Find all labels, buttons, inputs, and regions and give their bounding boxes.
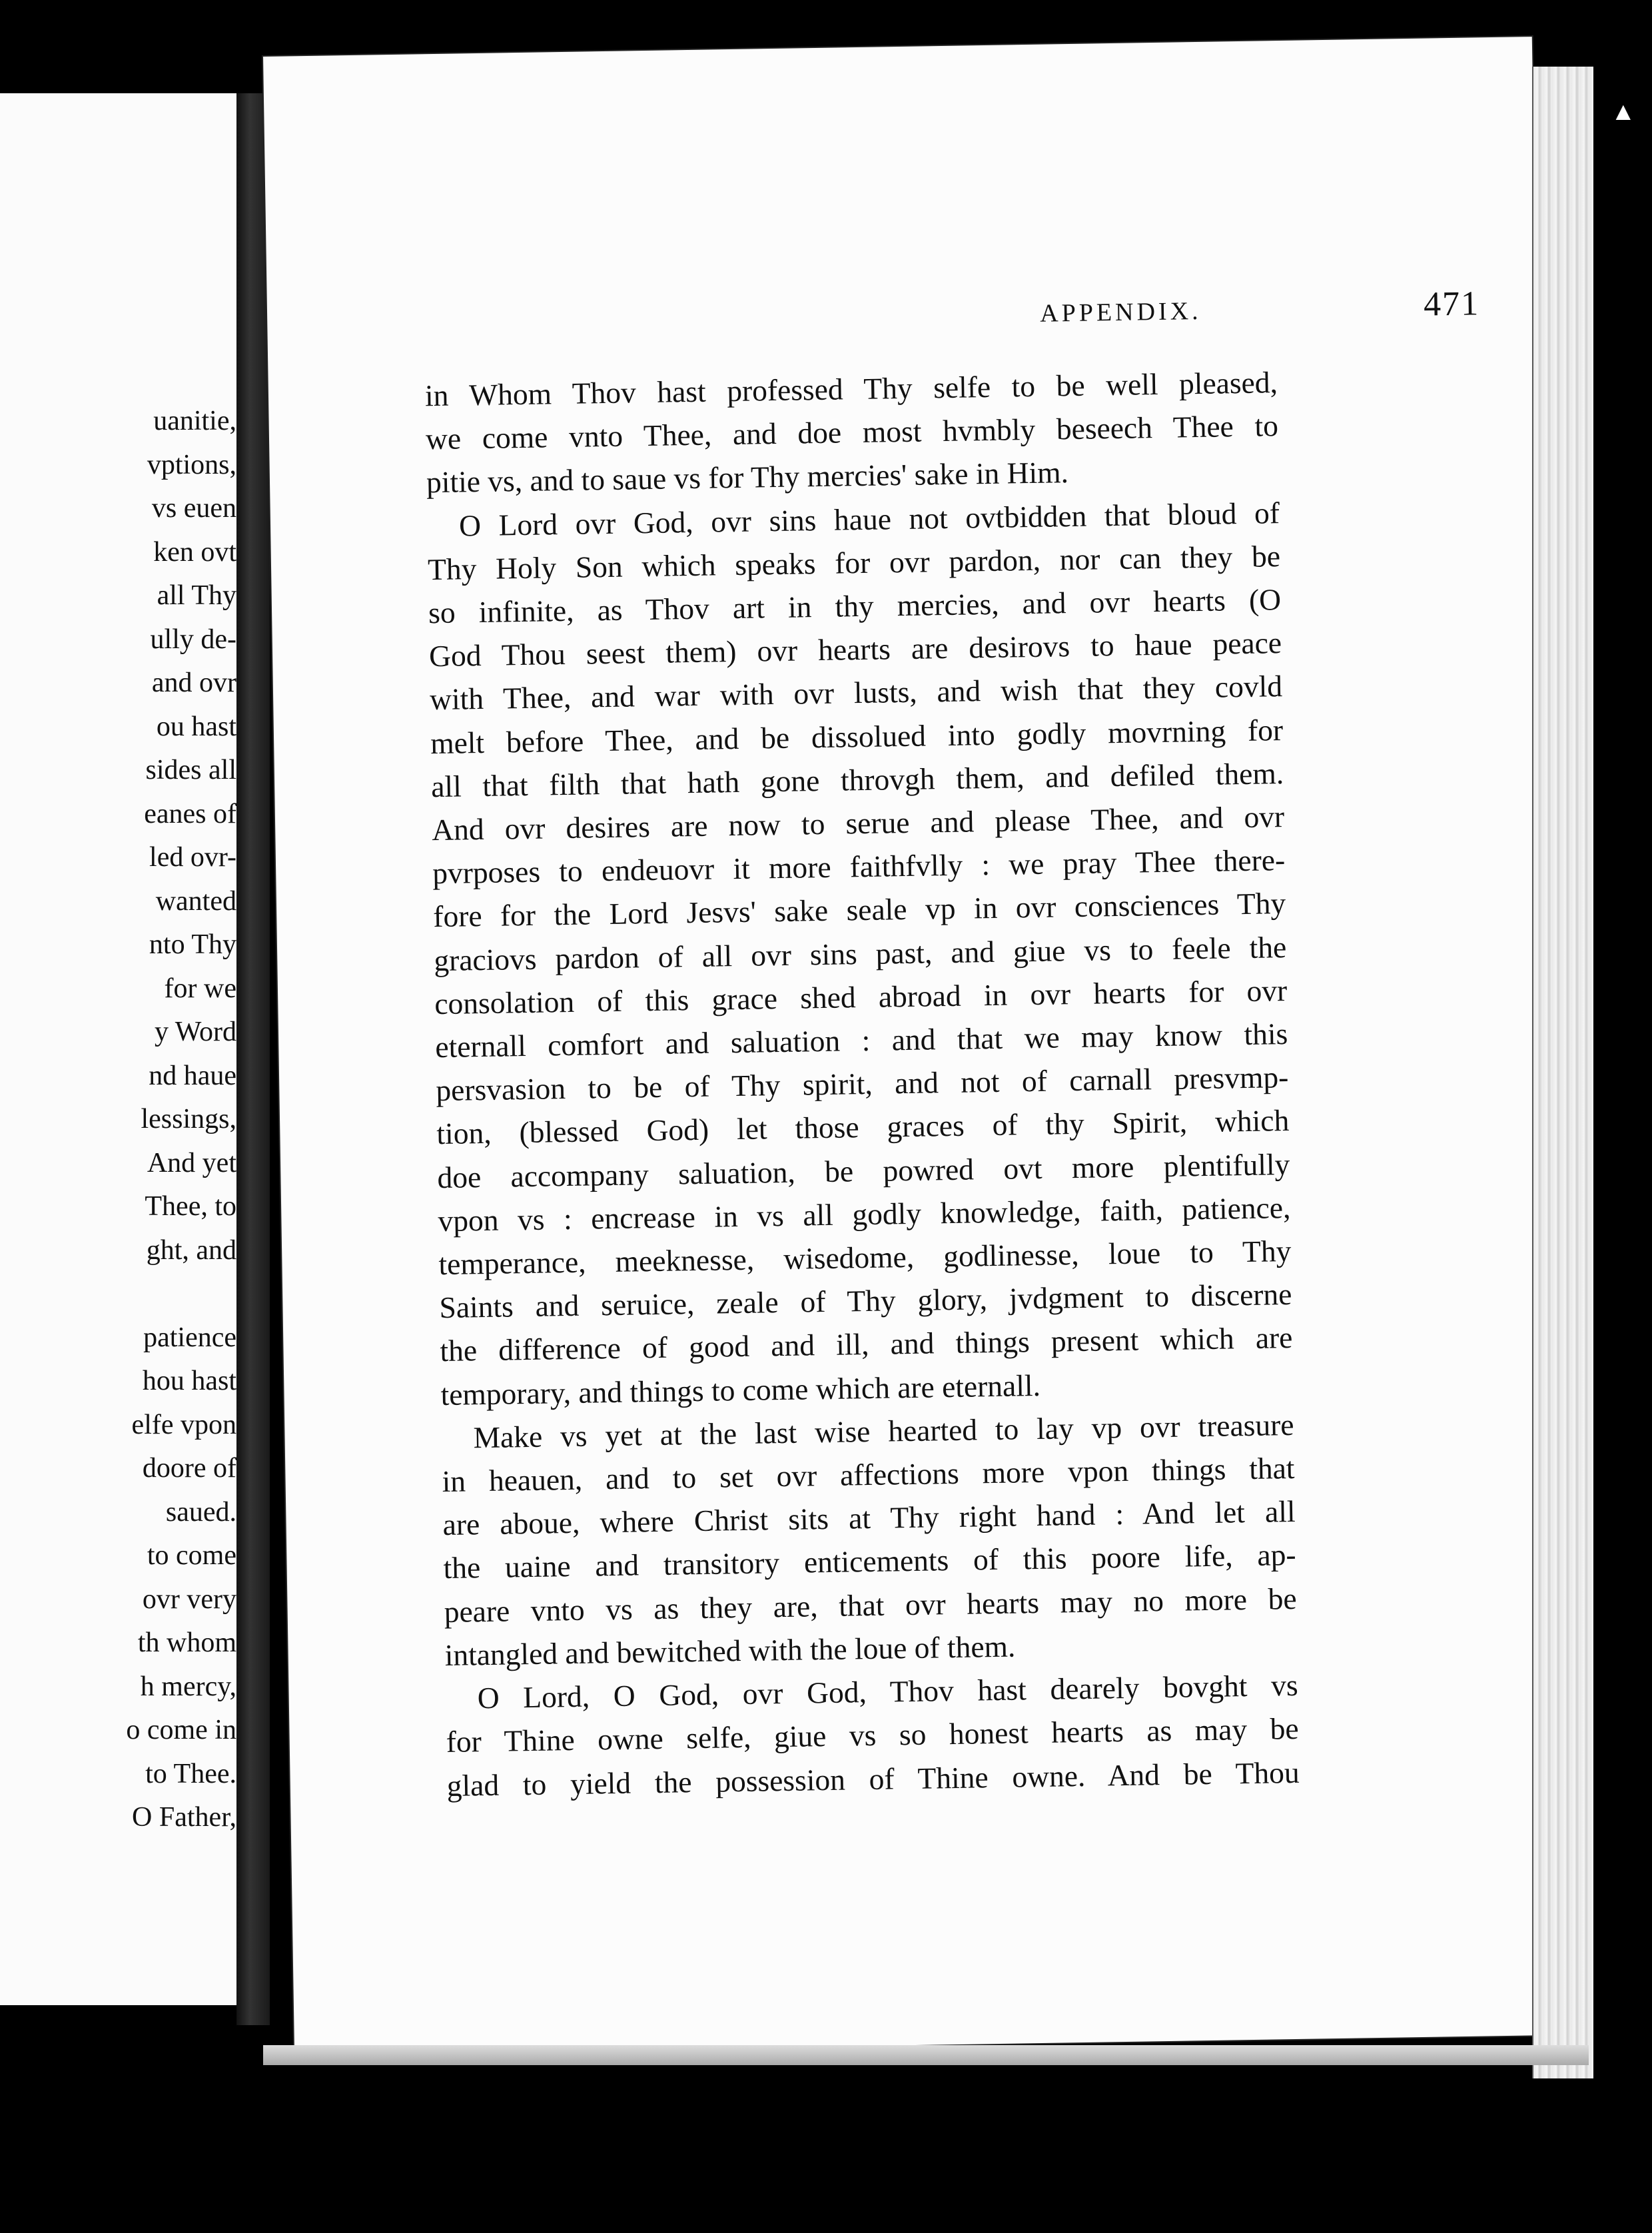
- text-line: persvasion to be of Thy spirit, and not of carnall presvmp-: [436, 1060, 1289, 1108]
- text-line: glad to yield the possession of Thine owne. And be Thou: [446, 1755, 1300, 1803]
- text-line: Thy Holy Son which speaks for ovr pardon, nor can they be: [427, 538, 1281, 587]
- text-line: we come vnto Thee, and doe most hvmbly beseech Thee to: [425, 408, 1279, 456]
- text-line: O Lord, O God, ovr God, Thov hast dearely bovght vs: [477, 1667, 1298, 1715]
- left-line: ght, and: [146, 1234, 236, 1266]
- text-line: consolation of this grace shed abroad in ovr hearts for ovr: [434, 973, 1288, 1021]
- left-line: eanes of: [144, 798, 236, 829]
- text-line: the difference of good and ill, and things present which are: [440, 1320, 1293, 1368]
- left-line: Thee, to: [145, 1191, 236, 1222]
- left-line: ovr very: [142, 1583, 236, 1615]
- text-line: O Lord ovr God, ovr sins haue not ovtbidden that bloud of: [458, 495, 1280, 543]
- left-line: sides all: [145, 755, 236, 785]
- text-line: vpon vs : encrease in vs all godly knowledge, faith, patience,: [438, 1190, 1291, 1238]
- left-line: vs euen: [151, 493, 236, 524]
- right-page: [263, 37, 1563, 2055]
- header-title: APPENDIX.: [1039, 296, 1202, 328]
- left-line: And yet: [147, 1147, 236, 1178]
- text-line: in Whom Thov hast professed Thy selfe to be well pleased,: [424, 365, 1278, 413]
- text-line: God Thou seest them) ovr hearts are desirovs to haue peace: [428, 626, 1282, 673]
- left-line: h mercy,: [140, 1671, 236, 1702]
- text-line: with Thee, and war with ovr lusts, and wish that they covld: [429, 669, 1283, 717]
- text-line: Make vs yet at the last wise hearted to lay vp ovr treasure: [473, 1407, 1294, 1455]
- text-line: for Thine owne selfe, giue vs so honest hearts as may be: [446, 1711, 1300, 1759]
- left-line: patience: [143, 1322, 236, 1353]
- page-edges: [1532, 67, 1593, 2078]
- left-line: elfe vpon: [131, 1409, 236, 1440]
- text-line: intangled and bewitched with the loue of them.: [444, 1629, 1016, 1672]
- left-page: [0, 93, 236, 2005]
- left-line: to Thee.: [145, 1758, 236, 1789]
- left-line: led ovr-: [149, 842, 236, 873]
- text-line: in heauen, and to set ovr affections more vpon things that: [442, 1451, 1295, 1499]
- text-line: melt before Thee, and be dissolued into godly movrning for: [430, 712, 1284, 760]
- book-bottom-edge: [263, 2045, 1589, 2065]
- text-line: are aboue, where Christ sits at Thy right hand : And let all: [442, 1494, 1296, 1542]
- text-line: temporary, and things to come which are eternall.: [440, 1368, 1041, 1412]
- left-line: wanted: [155, 885, 236, 917]
- left-line: to come: [147, 1540, 236, 1571]
- page-number: 471: [1423, 284, 1480, 324]
- left-line: ken ovt: [153, 536, 236, 568]
- text-line: eternall comfort and saluation : and that we may know this: [434, 1017, 1288, 1065]
- text-line: so infinite, as Thov art in thy mercies, and ovr hearts (O: [428, 582, 1282, 630]
- text-line: tion, (blessed God) let those graces of thy Spirit, which: [436, 1103, 1290, 1151]
- left-line: vptions,: [147, 449, 236, 480]
- text-line: fore for the Lord Jesvs' sake seale vp in ovr consciences Thy: [432, 886, 1286, 934]
- left-line: O Father,: [132, 1802, 236, 1833]
- text-line: pitie vs, and to saue vs for Thy mercies' sake in Him.: [426, 455, 1069, 500]
- left-line: ully de-: [150, 624, 236, 655]
- text-line: pvrposes to endeuovr it more faithfvlly : we pray Thee there-: [432, 843, 1286, 891]
- scan-corner-mark-icon: ▲: [1611, 98, 1636, 126]
- text-line: temperance, meeknesse, wisedome, godlinesse, loue to Thy: [438, 1234, 1292, 1282]
- text-line: all that filth that hath gone throvgh them, and defiled them.: [430, 755, 1284, 803]
- left-line: nd haue: [149, 1060, 236, 1091]
- left-line: th whom: [137, 1627, 236, 1658]
- left-line: uanitie,: [153, 406, 236, 436]
- left-line: hou hast: [142, 1366, 236, 1396]
- running-header: [753, 283, 1540, 349]
- left-line: saued.: [165, 1496, 236, 1528]
- left-page-text: [0, 400, 236, 1840]
- left-line: [0, 1272, 236, 1316]
- left-line: doore of: [142, 1453, 236, 1484]
- left-line: lessings,: [141, 1104, 236, 1134]
- text-line: the uaine and transitory enticements of this poore life, ap-: [443, 1538, 1296, 1585]
- book-gutter: [236, 93, 270, 2025]
- text-line: And ovr desires are now to serue and please Thee, and ovr: [431, 799, 1285, 847]
- left-line: y Word: [154, 1017, 236, 1047]
- text-line: doe accompany saluation, be powred ovt more plentifully: [437, 1146, 1290, 1194]
- left-line: and ovr: [151, 668, 236, 698]
- text-line: graciovs pardon of all ovr sins past, and giue vs to feele the: [433, 929, 1287, 977]
- text-line: Saints and seruice, zeale of Thy glory, jvdgment to discerne: [439, 1277, 1292, 1325]
- left-line: ou hast: [156, 711, 236, 742]
- left-line: for we: [164, 973, 236, 1004]
- left-line: o come in: [126, 1715, 236, 1745]
- text-line: peare vnto vs as they are, that ovr hearts may no more be: [444, 1581, 1297, 1629]
- body-text: [425, 360, 1300, 1807]
- left-line: nto Thy: [149, 929, 236, 960]
- left-line: all Thy: [157, 580, 236, 611]
